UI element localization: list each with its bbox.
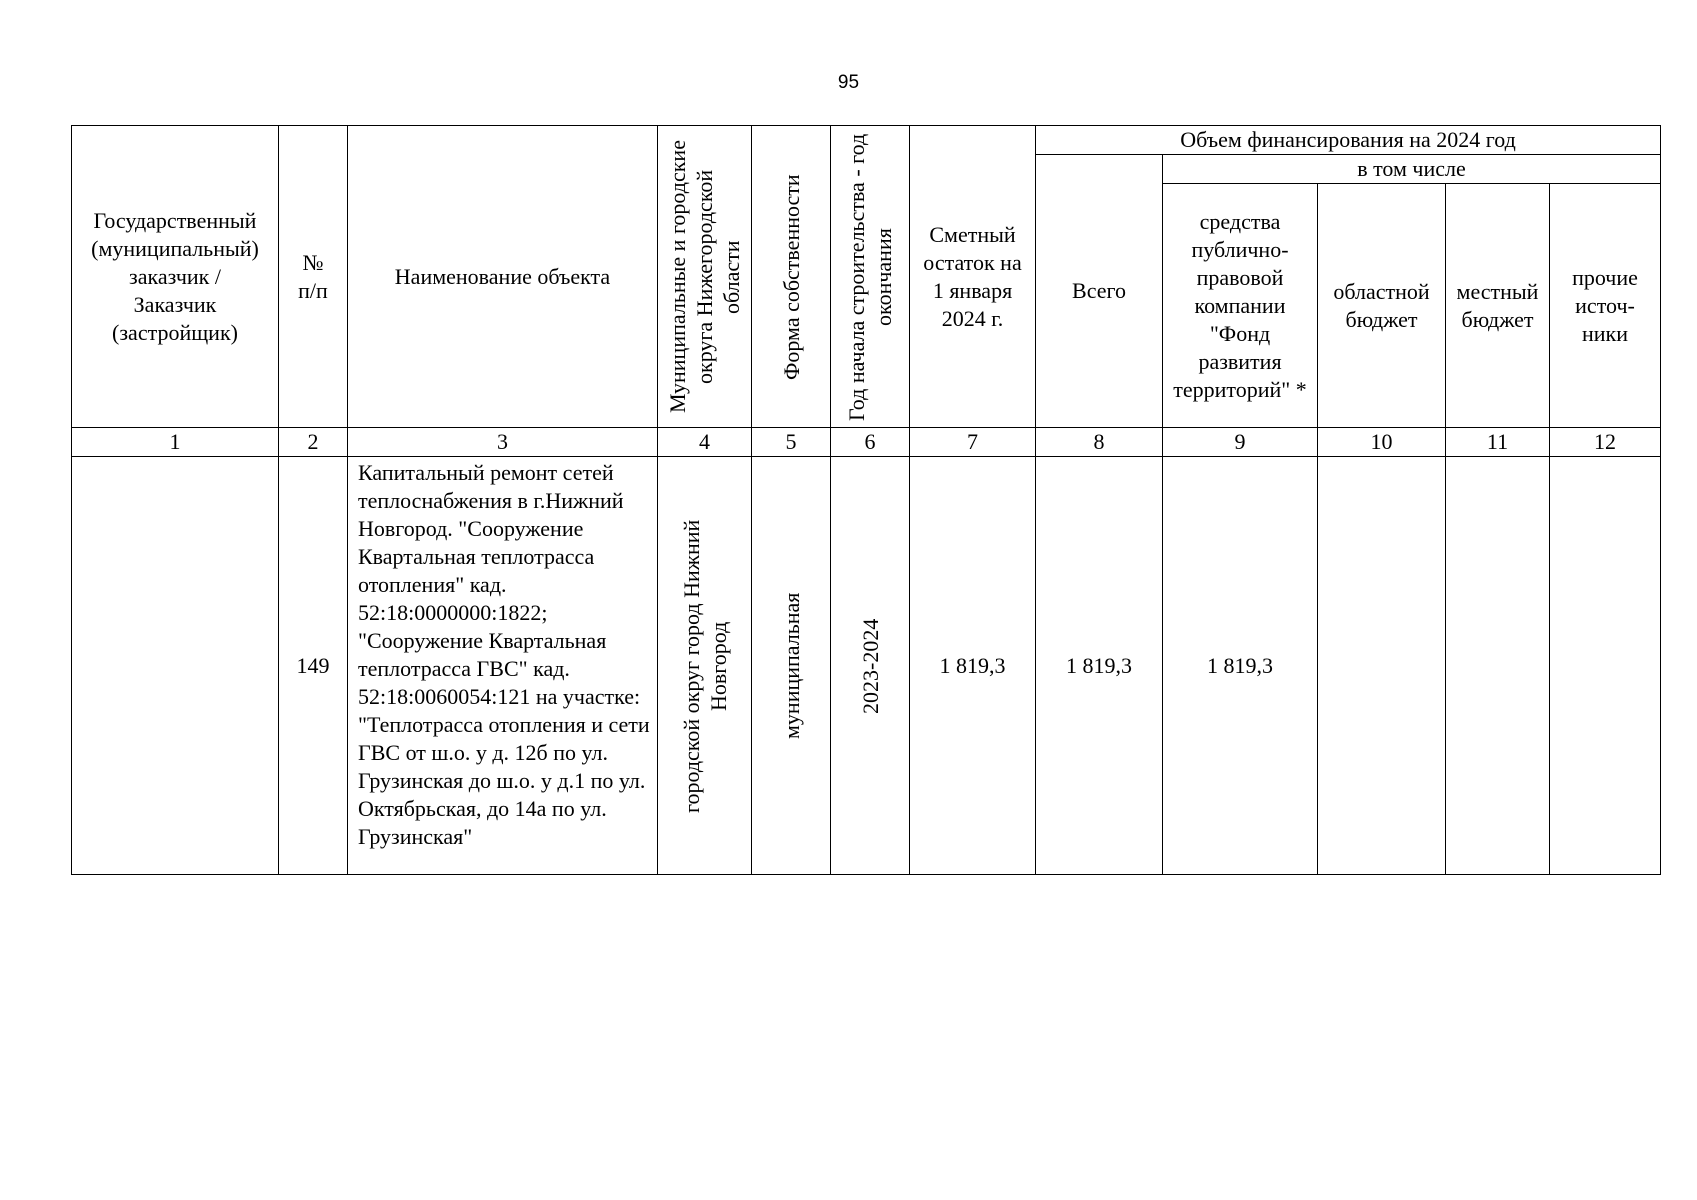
- column-number-3: 3: [348, 428, 658, 457]
- row-total: 1 819,3: [1036, 457, 1163, 875]
- row-regional-budget: [1318, 457, 1446, 875]
- column-number-6: 6: [831, 428, 910, 457]
- row-other-sources: [1550, 457, 1661, 875]
- row-customer: [72, 457, 279, 875]
- row-estimated-balance: 1 819,3: [910, 457, 1036, 875]
- header-object-name: Наименование объекта: [348, 126, 658, 428]
- header-local-budget: местный бюджет: [1446, 184, 1550, 428]
- column-number-4: 4: [658, 428, 752, 457]
- row-number: 149: [279, 457, 348, 875]
- column-number-11: 11: [1446, 428, 1550, 457]
- column-number-9: 9: [1163, 428, 1318, 457]
- header-regional-budget: областной бюджет: [1318, 184, 1446, 428]
- page-number: 95: [837, 72, 860, 93]
- header-total: Всего: [1036, 155, 1163, 428]
- header-municipality: Муниципальные и городские округа Нижегородской области: [658, 126, 752, 428]
- row-local-budget: [1446, 457, 1550, 875]
- row-construction-years: 2023-2024: [831, 457, 910, 875]
- column-number-8: 8: [1036, 428, 1163, 457]
- row-object-name: Капитальный ремонт сетей теплоснабжения в г.Нижний Новгород. "Сооружение Квартальная теплотрасса отопления" кад. 52:18:0000000:1822; "Сооружение Квартальная теплотрасса ГВС" кад. 52:18:0060054:121 на участке: "Теплотрасса отопления и сети ГВС от ш.о. у д. 12б по ул. Грузинская до ш.о. у д.1 по ул. Октябрьская, до 14а по ул. Грузинская": [348, 457, 658, 875]
- column-number-2: 2: [279, 428, 348, 457]
- header-customer: Государственный (муниципальный) заказчик / Заказчик (застройщик): [72, 126, 279, 428]
- financing-table: [71, 125, 1661, 875]
- header-number: № п/п: [279, 126, 348, 428]
- header-estimated-balance: Сметный остаток на 1 января 2024 г.: [910, 126, 1036, 428]
- header-ownership: Форма собственности: [752, 126, 831, 428]
- header-financing-2024: Объем финансирования на 2024 год: [1036, 126, 1661, 155]
- row-ownership: муниципальная: [752, 457, 831, 875]
- column-number-row: [72, 428, 1661, 457]
- header-including: в том числе: [1163, 155, 1661, 184]
- column-number-10: 10: [1318, 428, 1446, 457]
- column-number-1: 1: [72, 428, 279, 457]
- row-municipality: городской округ город Нижний Новгород: [658, 457, 752, 875]
- column-number-12: 12: [1550, 428, 1661, 457]
- header-other-sources: прочие источ-ники: [1550, 184, 1661, 428]
- column-number-5: 5: [752, 428, 831, 457]
- header-construction-years: Год начала строительства - год окончания: [831, 126, 910, 428]
- header-fund: средства публично-правовой компании "Фонд развития территорий" *: [1163, 184, 1318, 428]
- row-fund: 1 819,3: [1163, 457, 1318, 875]
- column-number-7: 7: [910, 428, 1036, 457]
- table-row: [72, 457, 1661, 875]
